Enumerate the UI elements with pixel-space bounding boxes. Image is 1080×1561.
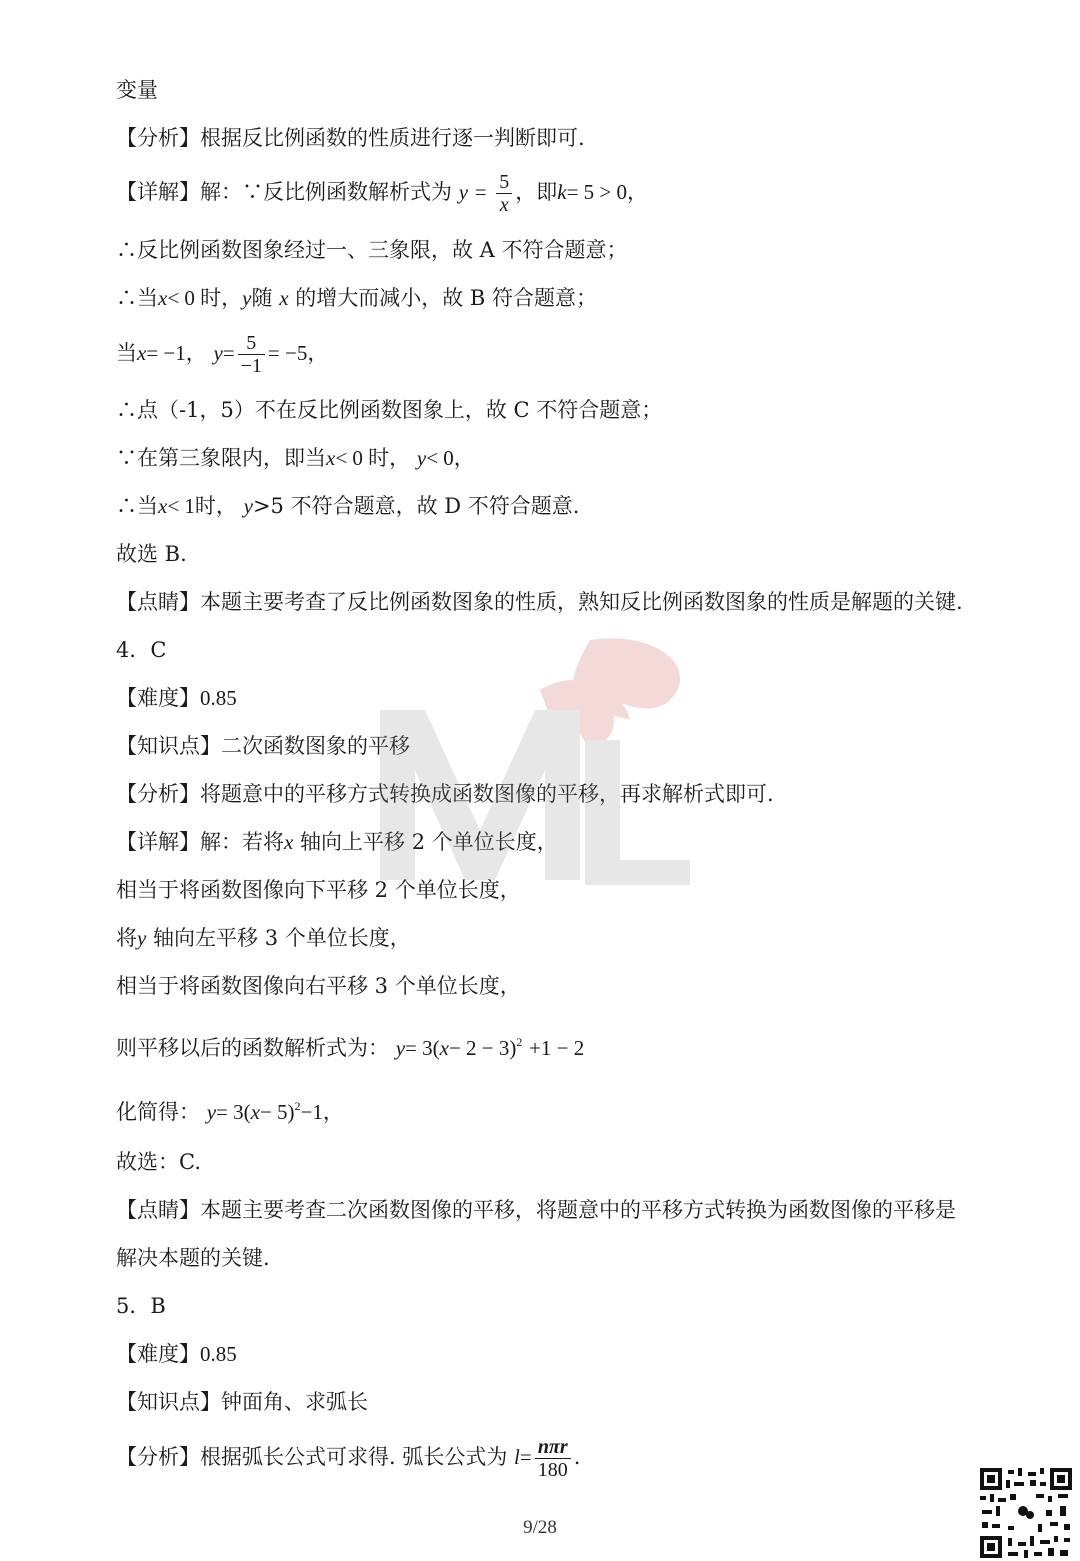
qr-code — [978, 1466, 1074, 1560]
comment-line: 解决本题的关键. — [116, 1246, 270, 1270]
question-number: 4．C — [116, 638, 167, 662]
text-line: ∴当x< 0 时，y随 x 的增大而减小，故 B 符合题意； — [116, 286, 597, 310]
detail-line: 【详解】解：∵反比例函数解析式为 y = $\frac{5}{x}$ ，即k= 5 > 0， — [116, 171, 648, 216]
fraction: $\frac{5}{x}$ — [496, 171, 512, 216]
difficulty-line: 【难度】0.85 — [116, 1342, 237, 1366]
text-line: ∴点（-1，5）不在反比例函数图象上，故 C 不符合题意； — [116, 398, 663, 422]
text-line: 相当于将函数图像向下平移 2 个单位长度， — [116, 878, 521, 902]
analysis-line: 【分析】根据反比例函数的性质进行逐一判断即可. — [116, 126, 585, 150]
formula-line: 则平移以后的函数解析式为： $y= 3(x- 2 - 3)^2 +1 - 2$ — [116, 1035, 585, 1060]
analysis-line: 【分析】将题意中的平移方式转换成函数图像的平移，再求解析式即可. — [116, 782, 774, 806]
formula-line: 化简得： $y= 3(x- 5)^2-1$， — [116, 1099, 344, 1124]
difficulty-line: 【难度】0.85 — [116, 686, 237, 710]
comment-line: 【点睛】本题主要考查了反比例函数图象的性质，熟知反比例函数图象的性质是解题的关键. — [116, 590, 963, 614]
question-number: 5．B — [116, 1294, 166, 1318]
knowledge-line: 【知识点】二次函数图象的平移 — [116, 734, 410, 758]
page-number: 9/28 — [523, 1517, 557, 1538]
text-line: 当x= −1， y= $\frac{5}{-1}$ = −5， — [116, 332, 329, 377]
text-line: 故选：C. — [116, 1150, 201, 1174]
text-line: ∴当x< 1时， y>5 不符合题意，故 D 不符合题意. — [116, 494, 580, 518]
analysis-line: 【分析】根据弧长公式可求得. 弧长公式为 l= $\frac{\text{nπr}}{180}$ . — [116, 1436, 581, 1481]
watermark-logo — [370, 630, 700, 900]
detail-line: 【详解】解：若将x 轴向上平移 2 个单位长度， — [116, 830, 558, 854]
text-line: 变量 — [116, 78, 158, 102]
text-line: 将y 轴向左平移 3 个单位长度， — [116, 926, 411, 950]
text-line: ∴反比例函数图象经过一、三象限，故 A 不符合题意； — [116, 238, 628, 262]
fraction: $\frac{5}{-1}$ — [238, 332, 265, 377]
text-line: 相当于将函数图像向右平移 3 个单位长度， — [116, 974, 521, 998]
comment-line: 【点睛】本题主要考查二次函数图像的平移，将题意中的平移方式转换为函数图像的平移是 — [116, 1198, 956, 1222]
fraction: $\frac{\text{nπr}}{180}$ — [535, 1436, 571, 1481]
text-line: 故选 B. — [116, 542, 187, 566]
text-line: ∵在第三象限内，即当x< 0 时， y< 0， — [116, 446, 475, 470]
knowledge-line: 【知识点】钟面角、求弧长 — [116, 1390, 368, 1414]
